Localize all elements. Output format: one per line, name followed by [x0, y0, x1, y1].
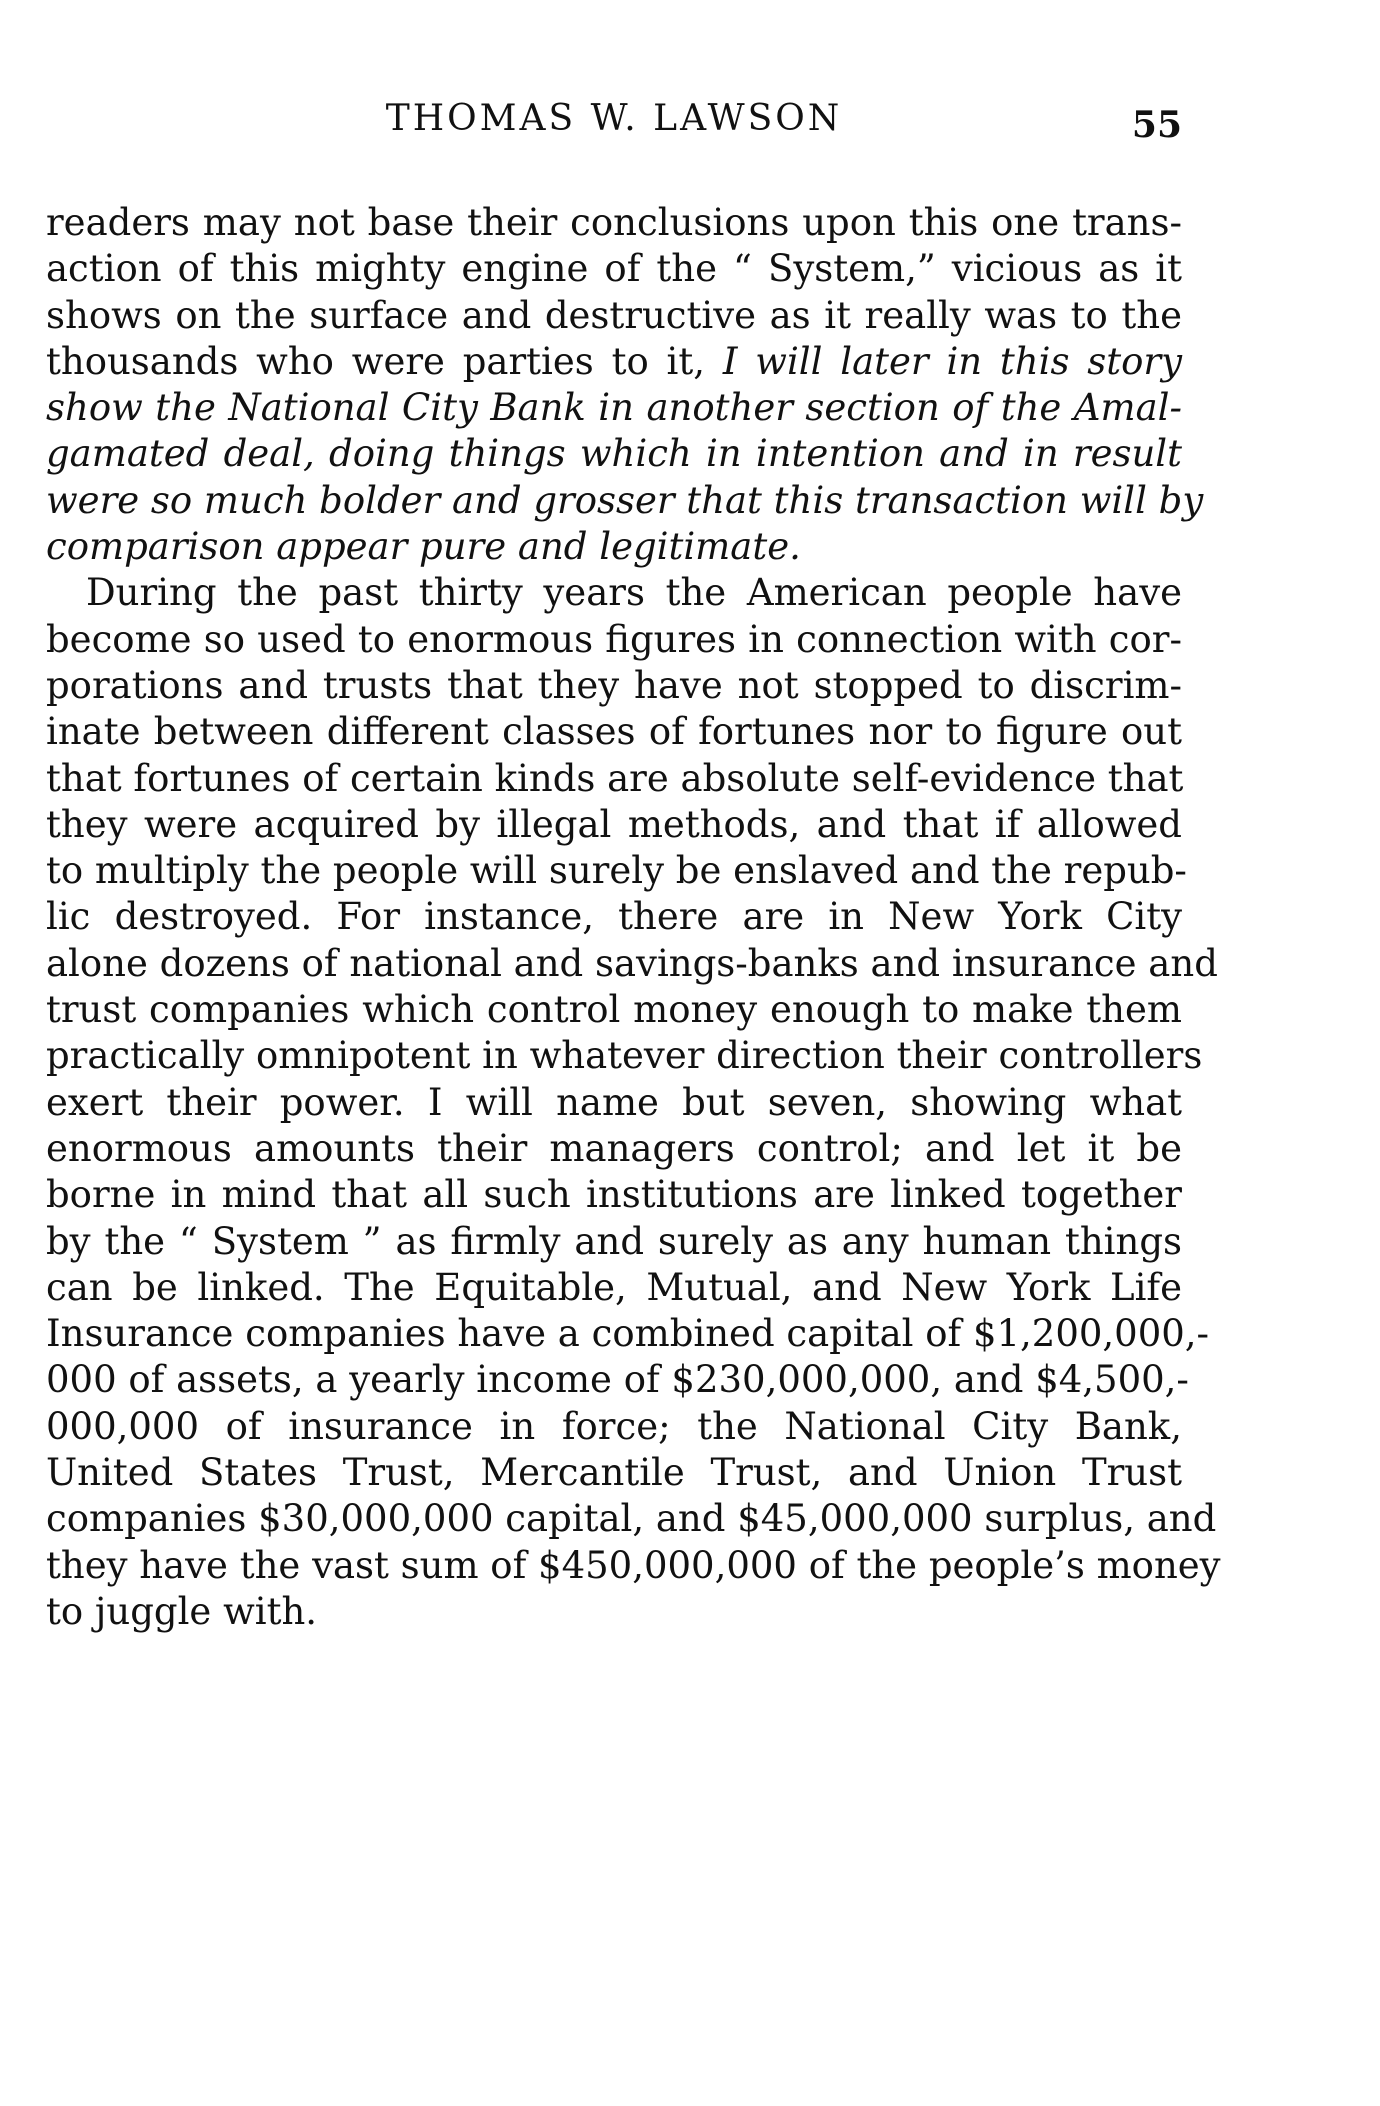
text-line: shows on the surface and destructive as it really was to the	[46, 293, 1182, 337]
text-line: by the “ System ” as firmly and surely as any human things	[46, 1219, 1182, 1263]
text-line: to multiply the people will surely be enslaved and the repub-	[46, 849, 1187, 893]
text-line: enormous amounts their managers control; and let it be	[46, 1126, 1182, 1170]
italic-run: I will later in this story	[722, 339, 1182, 383]
text-line: trust companies which control money enough to make them	[46, 988, 1182, 1032]
paragraph-1	[46, 200, 1204, 570]
paragraph-2	[46, 570, 1221, 1635]
text-line: porations and trusts that they have not stopped to discrim-	[46, 663, 1182, 707]
text-line: inate between different classes of fortunes nor to figure out	[46, 710, 1182, 754]
text-line: exert their power. I will name but seven, showing what	[46, 1080, 1182, 1124]
text-line: comparison appear pure and legitimate.	[46, 525, 801, 569]
text-line: 000 of assets, a yearly income of $230,000,000, and $4,500,-	[46, 1358, 1189, 1402]
text-line: borne in mind that all such institutions are linked together	[46, 1173, 1182, 1217]
text-line: gamated deal, doing things which in intention and in result	[46, 432, 1182, 476]
text-line: readers may not base their conclusions upon this one trans-	[46, 201, 1182, 244]
text-line: 000,000 of insurance in force; the National City Bank,	[46, 1404, 1182, 1448]
text-line: lic destroyed. For instance, there are in New York City	[46, 895, 1182, 939]
page-number: 55	[1131, 104, 1182, 146]
text-line: can be linked. The Equitable, Mutual, and New York Life	[46, 1265, 1182, 1309]
text-run: thousands who were parties to it,	[46, 339, 723, 383]
running-head	[46, 98, 1182, 148]
text-line: to juggle with.	[46, 1589, 318, 1633]
text-line: that fortunes of certain kinds are absolute self-evidence that	[46, 756, 1184, 800]
text-line: United States Trust, Mercantile Trust, and Union Trust	[46, 1451, 1182, 1495]
text-line: During the past thirty years the American people have	[86, 571, 1182, 615]
text-line: become so used to enormous figures in connection with cor-	[46, 617, 1182, 661]
text-line: companies $30,000,000 capital, and $45,000,000 surplus, and	[46, 1497, 1217, 1541]
text-line: practically omnipotent in whatever direction their controllers	[46, 1034, 1203, 1078]
running-title: THOMAS W. LAWSON	[385, 98, 843, 139]
text-line	[46, 339, 1182, 385]
text-line: they were acquired by illegal methods, and that if allowed	[46, 802, 1182, 846]
text-line: action of this mighty engine of the “ System,” vicious as it	[46, 247, 1182, 291]
body-text	[46, 200, 1221, 1635]
text-line: alone dozens of national and savings-banks and insurance and	[46, 941, 1218, 985]
text-line: Insurance companies have a combined capital of $1,200,000,-	[46, 1312, 1210, 1356]
text-line: show the National City Bank in another section of the Amal-	[46, 386, 1182, 430]
text-line: they have the vast sum of $450,000,000 of the people’s money	[46, 1543, 1221, 1587]
text-line: were so much bolder and grosser that this transaction will by	[46, 478, 1204, 522]
